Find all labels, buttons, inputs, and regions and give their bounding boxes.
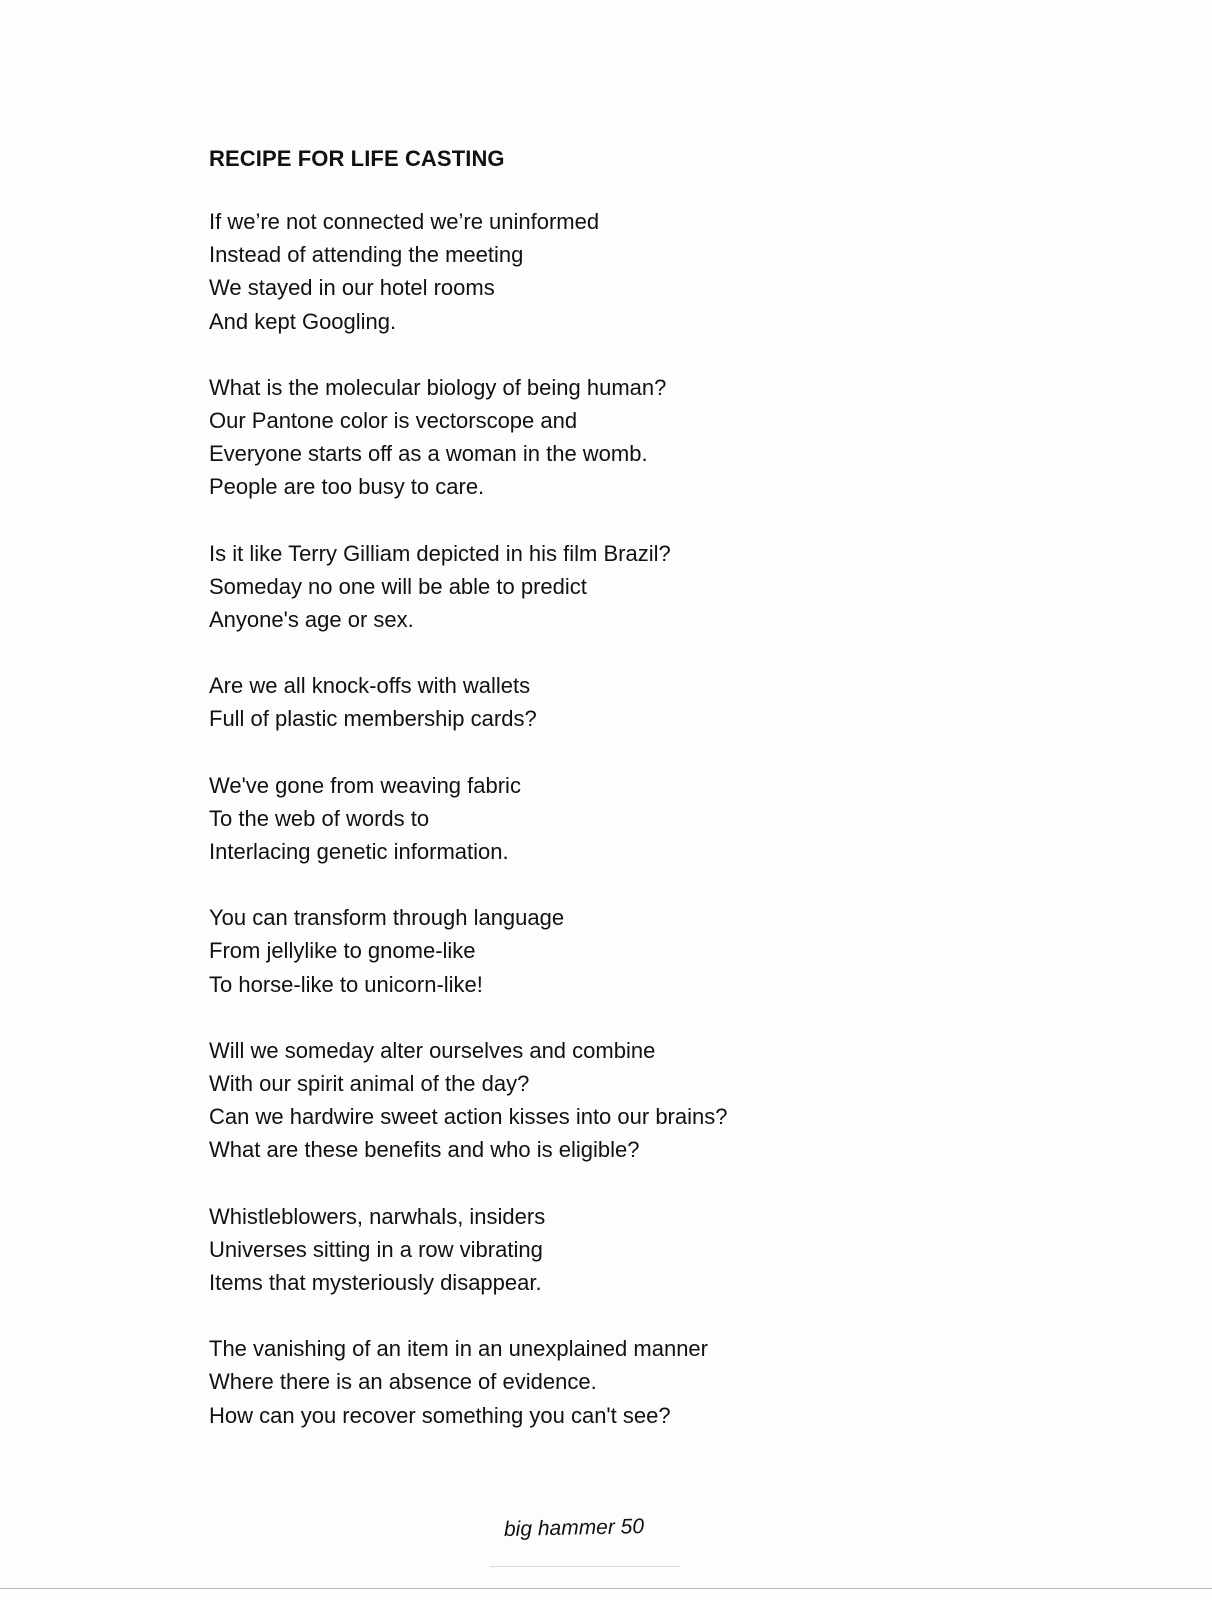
poem-line: What are these benefits and who is eligible? <box>209 1137 640 1163</box>
poem-line: To the web of words to <box>209 805 430 831</box>
poem-line: We stayed in our hotel rooms <box>209 275 495 301</box>
poem-line: With our spirit animal of the day? <box>209 1071 530 1097</box>
poem-line: Universes sitting in a row vibrating <box>209 1236 543 1262</box>
poem-line: We've gone from weaving fabric <box>209 772 521 798</box>
poem-line: Anyone's age or sex. <box>209 607 414 633</box>
poem-line: And kept Googling. <box>209 308 397 334</box>
stanza-1 <box>209 205 1029 338</box>
footer-label: big hammer 50 <box>503 1515 645 1541</box>
poem-line: Can we hardwire sweet action kisses into our brains? <box>209 1104 728 1130</box>
poem-line: Someday no one will be able to predict <box>209 573 587 599</box>
poem-line: Will we someday alter ourselves and combine <box>209 1037 656 1063</box>
stanza-3 <box>209 537 1029 637</box>
poem-line: How can you recover something you can't see? <box>209 1402 671 1428</box>
poem-line: To horse-like to unicorn-like! <box>209 971 483 997</box>
stanza-9 <box>209 1332 1029 1432</box>
page-bottom-edge <box>0 1588 1212 1589</box>
stanza-6 <box>209 901 1029 1001</box>
poem-line: Instead of attending the meeting <box>209 242 524 268</box>
poem-line: Where there is an absence of evidence. <box>209 1369 597 1395</box>
poem-line: Items that mysteriously disappear. <box>209 1270 542 1296</box>
poem-line: Are we all knock-offs with wallets <box>209 673 531 699</box>
poem-title: RECIPE FOR LIFE CASTING <box>209 146 505 171</box>
poem-line: Interlacing genetic information. <box>209 839 509 865</box>
stanza-5 <box>209 769 1029 869</box>
stanza-4 <box>209 669 1029 735</box>
poem-line: Is it like Terry Gilliam depicted in his film Brazil? <box>209 540 671 566</box>
poem-line: Whistleblowers, narwhals, insiders <box>209 1203 546 1229</box>
poem-line: Everyone starts off as a woman in the womb. <box>209 441 648 467</box>
stanza-8 <box>209 1200 1029 1300</box>
stanza-2 <box>209 371 1029 504</box>
poem-line: People are too busy to care. <box>209 474 485 500</box>
poem-line: Our Pantone color is vectorscope and <box>209 408 578 434</box>
stanza-7 <box>209 1034 1029 1167</box>
footer-divider <box>490 1566 680 1567</box>
poem <box>209 146 1029 1465</box>
poem-line: Full of plastic membership cards? <box>209 706 537 732</box>
poem-line: The vanishing of an item in an unexplained manner <box>209 1336 708 1362</box>
poem-line: From jellylike to gnome-like <box>209 938 476 964</box>
poem-line: If we’re not connected we’re uninformed <box>209 209 600 234</box>
poem-line: You can transform through language <box>209 905 565 931</box>
poem-line: What is the molecular biology of being human? <box>209 374 667 400</box>
